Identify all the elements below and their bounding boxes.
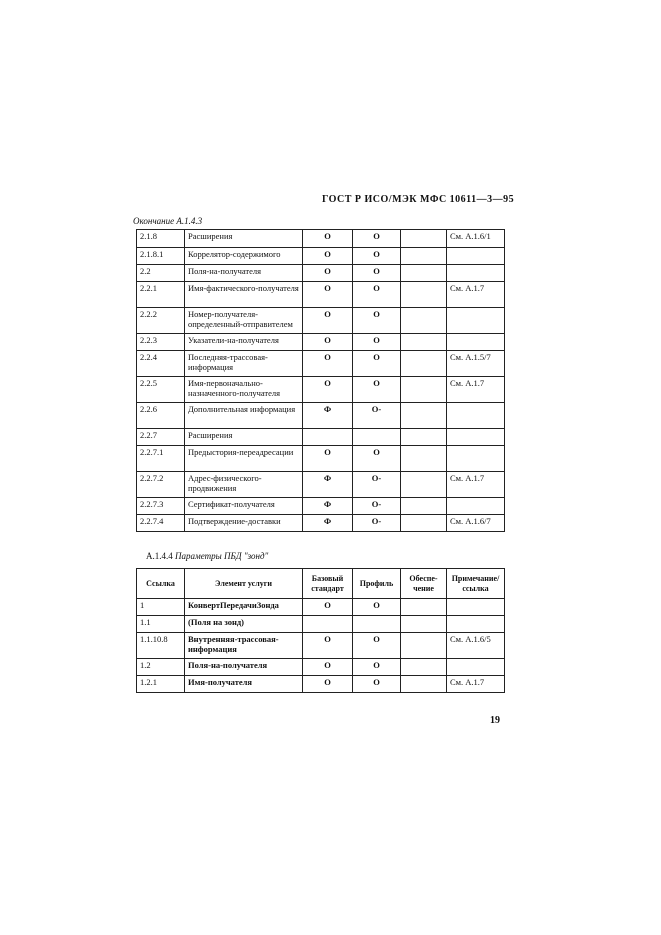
cell-profile: О- [353, 515, 401, 532]
cell-profile: О [353, 446, 401, 472]
table-row [137, 429, 505, 446]
table-row [137, 248, 505, 265]
table-row [137, 334, 505, 351]
table-row [137, 377, 505, 403]
cell-support [401, 334, 447, 351]
table-row [137, 230, 505, 248]
cell-support [401, 659, 447, 676]
cell-note: См. А.1.7 [447, 377, 505, 403]
cell-name: (Поля на зонд) [185, 616, 303, 633]
cell-name: Номер-получателя-определенный-отправителем [185, 308, 303, 334]
cell-ref: 2.2.6 [137, 403, 185, 429]
table-row [137, 265, 505, 282]
table-row [137, 308, 505, 334]
cell-note [447, 498, 505, 515]
cell-ref: 2.1.8.1 [137, 248, 185, 265]
cell-profile [353, 429, 401, 446]
cell-base [303, 616, 353, 633]
cell-base: О [303, 230, 353, 248]
cell-name: КонвертПередачиЗонда [185, 599, 303, 616]
document-header: ГОСТ Р ИСО/МЭК МФС 10611—3—95 [322, 194, 515, 205]
cell-profile: О [353, 282, 401, 308]
cell-base: О [303, 265, 353, 282]
cell-name: Внутренняя-трассовая-информация [185, 633, 303, 659]
table-row [137, 676, 505, 693]
cell-note [447, 403, 505, 429]
table-row [137, 633, 505, 659]
cell-profile: О- [353, 472, 401, 498]
cell-ref: 1.2 [137, 659, 185, 676]
cell-support [401, 265, 447, 282]
table-row [137, 498, 505, 515]
table-row [137, 599, 505, 616]
cell-base [303, 429, 353, 446]
cell-note [447, 446, 505, 472]
page-number: 19 [490, 715, 500, 726]
cell-name: Поля-на-получателя [185, 265, 303, 282]
cell-ref: 2.2 [137, 265, 185, 282]
table-row [137, 282, 505, 308]
cell-name: Расширения [185, 230, 303, 248]
cell-support [401, 282, 447, 308]
cell-profile: О [353, 351, 401, 377]
cell-profile: О [353, 334, 401, 351]
cell-base: О [303, 676, 353, 693]
table-caption-a144 [146, 551, 268, 561]
cell-note [447, 599, 505, 616]
cell-note: См. А.1.7 [447, 282, 505, 308]
cell-note: См. А.1.6/1 [447, 230, 505, 248]
cell-ref: 2.2.7.3 [137, 498, 185, 515]
table-a143-end [136, 229, 505, 532]
cell-support [401, 429, 447, 446]
header-base: Базовый стандарт [303, 569, 353, 599]
cell-support [401, 616, 447, 633]
table-row [137, 616, 505, 633]
header-profile: Профиль [353, 569, 401, 599]
header-ref: Ссылка [137, 569, 185, 599]
cell-name: Сертификат-получателя [185, 498, 303, 515]
cell-ref: 2.2.7.4 [137, 515, 185, 532]
table-row [137, 351, 505, 377]
cell-profile: О- [353, 498, 401, 515]
caption-number: А.1.4.4 [146, 551, 173, 561]
cell-base: Ф [303, 515, 353, 532]
cell-ref: 2.2.7.1 [137, 446, 185, 472]
cell-profile: О [353, 676, 401, 693]
table-row [137, 515, 505, 532]
cell-profile: О [353, 308, 401, 334]
cell-name: Имя-получателя [185, 676, 303, 693]
cell-name: Поля-на-получателя [185, 659, 303, 676]
table-caption-continuation: Окончание А.1.4.3 [133, 216, 203, 226]
cell-base: О [303, 351, 353, 377]
cell-ref: 2.2.7.2 [137, 472, 185, 498]
cell-support [401, 308, 447, 334]
cell-note: См. А.1.6/5 [447, 633, 505, 659]
cell-profile: О [353, 265, 401, 282]
cell-base: Ф [303, 498, 353, 515]
cell-note [447, 616, 505, 633]
cell-ref: 2.2.7 [137, 429, 185, 446]
cell-note: См. А.1.5/7 [447, 351, 505, 377]
cell-note [447, 429, 505, 446]
cell-note [447, 334, 505, 351]
cell-note: См. А.1.6/7 [447, 515, 505, 532]
cell-name: Коррелятор-содержимого [185, 248, 303, 265]
cell-support [401, 498, 447, 515]
cell-note: См. А.1.7 [447, 472, 505, 498]
cell-profile: О [353, 377, 401, 403]
cell-ref: 2.2.5 [137, 377, 185, 403]
cell-ref: 1.1.10.8 [137, 633, 185, 659]
cell-support [401, 351, 447, 377]
cell-profile [353, 616, 401, 633]
cell-profile: О [353, 230, 401, 248]
cell-ref: 2.2.1 [137, 282, 185, 308]
caption-title: Параметры ПБД "зонд" [175, 551, 269, 561]
cell-profile: О [353, 248, 401, 265]
cell-ref: 2.2.3 [137, 334, 185, 351]
cell-note [447, 248, 505, 265]
cell-base: О [303, 446, 353, 472]
cell-note [447, 265, 505, 282]
cell-profile: О [353, 599, 401, 616]
cell-base: О [303, 248, 353, 265]
cell-base: О [303, 659, 353, 676]
cell-ref: 2.1.8 [137, 230, 185, 248]
cell-base: О [303, 377, 353, 403]
cell-name: Адрес-физического-продвижения [185, 472, 303, 498]
cell-ref: 2.2.2 [137, 308, 185, 334]
table-row [137, 403, 505, 429]
cell-name: Имя-первоначально-назначенного-получателя [185, 377, 303, 403]
table-header-row [137, 569, 505, 599]
cell-ref: 1.1 [137, 616, 185, 633]
cell-support [401, 515, 447, 532]
cell-base: Ф [303, 403, 353, 429]
cell-name: Расширения [185, 429, 303, 446]
cell-base: Ф [303, 472, 353, 498]
cell-note: См. А.1.7 [447, 676, 505, 693]
table-row [137, 472, 505, 498]
cell-support [401, 676, 447, 693]
cell-base: О [303, 633, 353, 659]
cell-support [401, 403, 447, 429]
cell-base: О [303, 308, 353, 334]
cell-name: Подтверждение-доставки [185, 515, 303, 532]
table-a144-probe-parameters [136, 568, 505, 693]
cell-support [401, 633, 447, 659]
cell-profile: О [353, 633, 401, 659]
cell-support [401, 377, 447, 403]
cell-note [447, 659, 505, 676]
cell-name: Последняя-трассовая-информация [185, 351, 303, 377]
cell-base: О [303, 334, 353, 351]
cell-name: Указатели-на-получателя [185, 334, 303, 351]
header-support: Обеспе-чение [401, 569, 447, 599]
cell-ref: 1.2.1 [137, 676, 185, 693]
cell-note [447, 308, 505, 334]
cell-profile: О [353, 659, 401, 676]
table-row [137, 659, 505, 676]
cell-name: Дополнительная информация [185, 403, 303, 429]
cell-name: Предыстория-переадресации [185, 446, 303, 472]
cell-base: О [303, 599, 353, 616]
cell-support [401, 472, 447, 498]
cell-support [401, 230, 447, 248]
cell-ref: 2.2.4 [137, 351, 185, 377]
header-note: Примечание/ ссылка [447, 569, 505, 599]
cell-support [401, 446, 447, 472]
cell-support [401, 248, 447, 265]
cell-name: Имя-фактического-получателя [185, 282, 303, 308]
cell-base: О [303, 282, 353, 308]
cell-profile: О- [353, 403, 401, 429]
table-row [137, 446, 505, 472]
cell-ref: 1 [137, 599, 185, 616]
cell-support [401, 599, 447, 616]
header-name: Элемент услуги [185, 569, 303, 599]
